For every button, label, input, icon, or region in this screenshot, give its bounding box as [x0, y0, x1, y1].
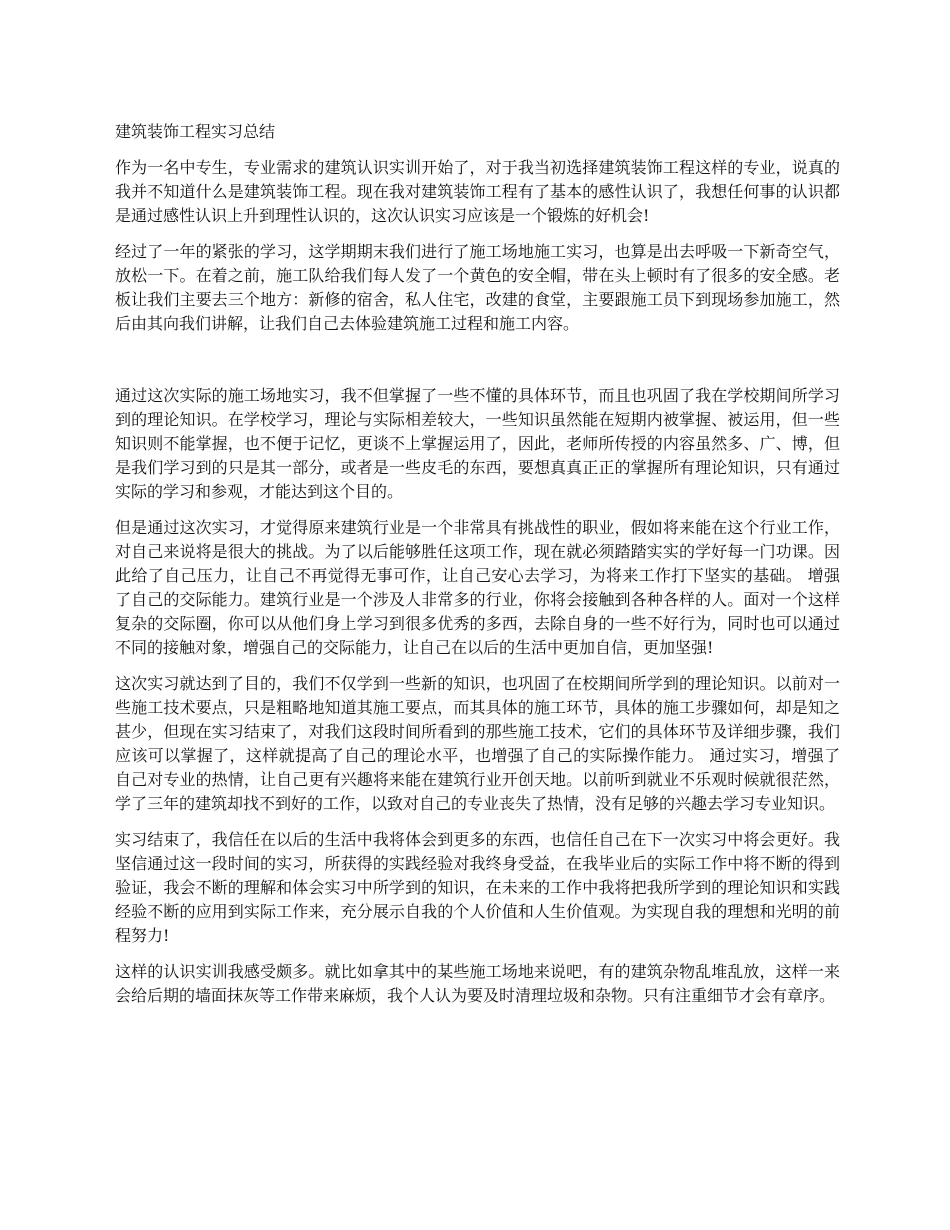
- paragraph-2: 经过了一年的紧张的学习，这学期期末我们进行了施工场地施工实习，也算是出去呼吸一下新奇空气，放松一下。在着之前，施工队给我们每人发了一个黄色的安全帽，带在头上顿时有了很多的安全感。老板让我们主要去三个地方：新修的宿舍，私人住宅，改建的食堂，主要跟施工员下到现场参加施工，然后由其向我们讲解，让我们自己去体验建筑施工过程和施工内容。: [115, 242, 840, 333]
- paragraph-3: 通过这次实际的施工场地实习，我不但掌握了一些不懂的具体环节，而且也巩固了我在学校期间所学习到的理论知识。在学校学习，理论与实际相差较大，一些知识虽然能在短期内被掌握、被运用，但一些知识则不能掌握，也不便于记忆，更谈不上掌握运用了，因此，老师所传授的内容虽然多、广、博，但是我们学习到的只是其一部分，或者是一些皮毛的东西，要想真真正正的掌握所有理论知识，只有通过实际的学习和参观，才能达到这个目的。: [115, 386, 840, 501]
- blank-gap: [115, 348, 840, 384]
- paragraph-5: 这次实习就达到了目的，我们不仅学到一些新的知识，也巩固了在校期间所学到的理论知识。以前对一些施工技术要点，只是粗略地知道其施工要点，而其具体的施工环节，具体的施工步骤如何，却是知之甚少，但现在实习结束了，对我们这段时间所看到的那些施工技术，它们的具体环节及详细步骤，我们应该可以掌握了，这样就提高了自己的理论水平，也增强了自己的实际操作能力。 通过实习，增强了自己对专业的热情，让自己更有兴趣将来能在建筑行业开创天地。以前听到就业不乐观时候就很茫然，学了三年的建筑却找不到好的工作，以致对自己的专业丧失了热情，没有足够的兴趣去学习专业知识。: [115, 674, 840, 813]
- paragraph-1: 作为一名中专生，专业需求的建筑认识实训开始了，对于我当初选择建筑装饰工程这样的专业，说真的我并不知道什么是建筑装饰工程。现在我对建筑装饰工程有了基本的感性认识了，我想任何事的认识都是通过感性认识上升到理性认识的，这次认识实习应该是一个锻炼的好机会!: [115, 158, 840, 225]
- paragraph-7: 这样的认识实训我感受颇多。就比如拿其中的某些施工场地来说吧，有的建筑杂物乱堆乱放，这样一来会给后期的墙面抹灰等工作带来麻烦，我个人认为要及时清理垃圾和杂物。只有注重细节才会有章序。: [115, 962, 840, 1005]
- paragraph-6: 实习结束了，我信任在以后的生活中我将体会到更多的东西，也信任自己在下一次实习中将会更好。我坚信通过这一段时间的实习，所获得的实践经验对我终身受益，在我毕业后的实际工作中将不断的得到验证，我会不断的理解和体会实习中所学到的知识，在未来的工作中我将把我所学到的理论知识和实践经验不断的应用到实际工作来，充分展示自我的个人价值和人生价值观。为实现自我的理想和光明的前程努力!: [115, 830, 840, 945]
- document-title: 建筑装饰工程实习总结: [115, 122, 276, 141]
- document-page: [115, 120, 840, 1020]
- paragraph-4: 但是通过这次实习，才觉得原来建筑行业是一个非常具有挑战性的职业，假如将来能在这个行业工作，对自己来说将是很大的挑战。为了以后能够胜任这项工作，现在就必须踏踏实实的学好每一门功课。因此给了自己压力，让自己不再觉得无事可作，让自己安心去学习，为将来工作打下坚实的基础。 增强了自己的交际能力。建筑行业是一个涉及人非常多的行业，你将会接触到各种各样的人。面对一个这样复杂的交际圈，你可以从他们身上学习到很多优秀的多西，去除自身的一些不好行为，同时也可以通过不同的接触对象，增强自己的交际能力，让自己在以后的生活中更加自信，更加坚强!: [115, 518, 840, 657]
